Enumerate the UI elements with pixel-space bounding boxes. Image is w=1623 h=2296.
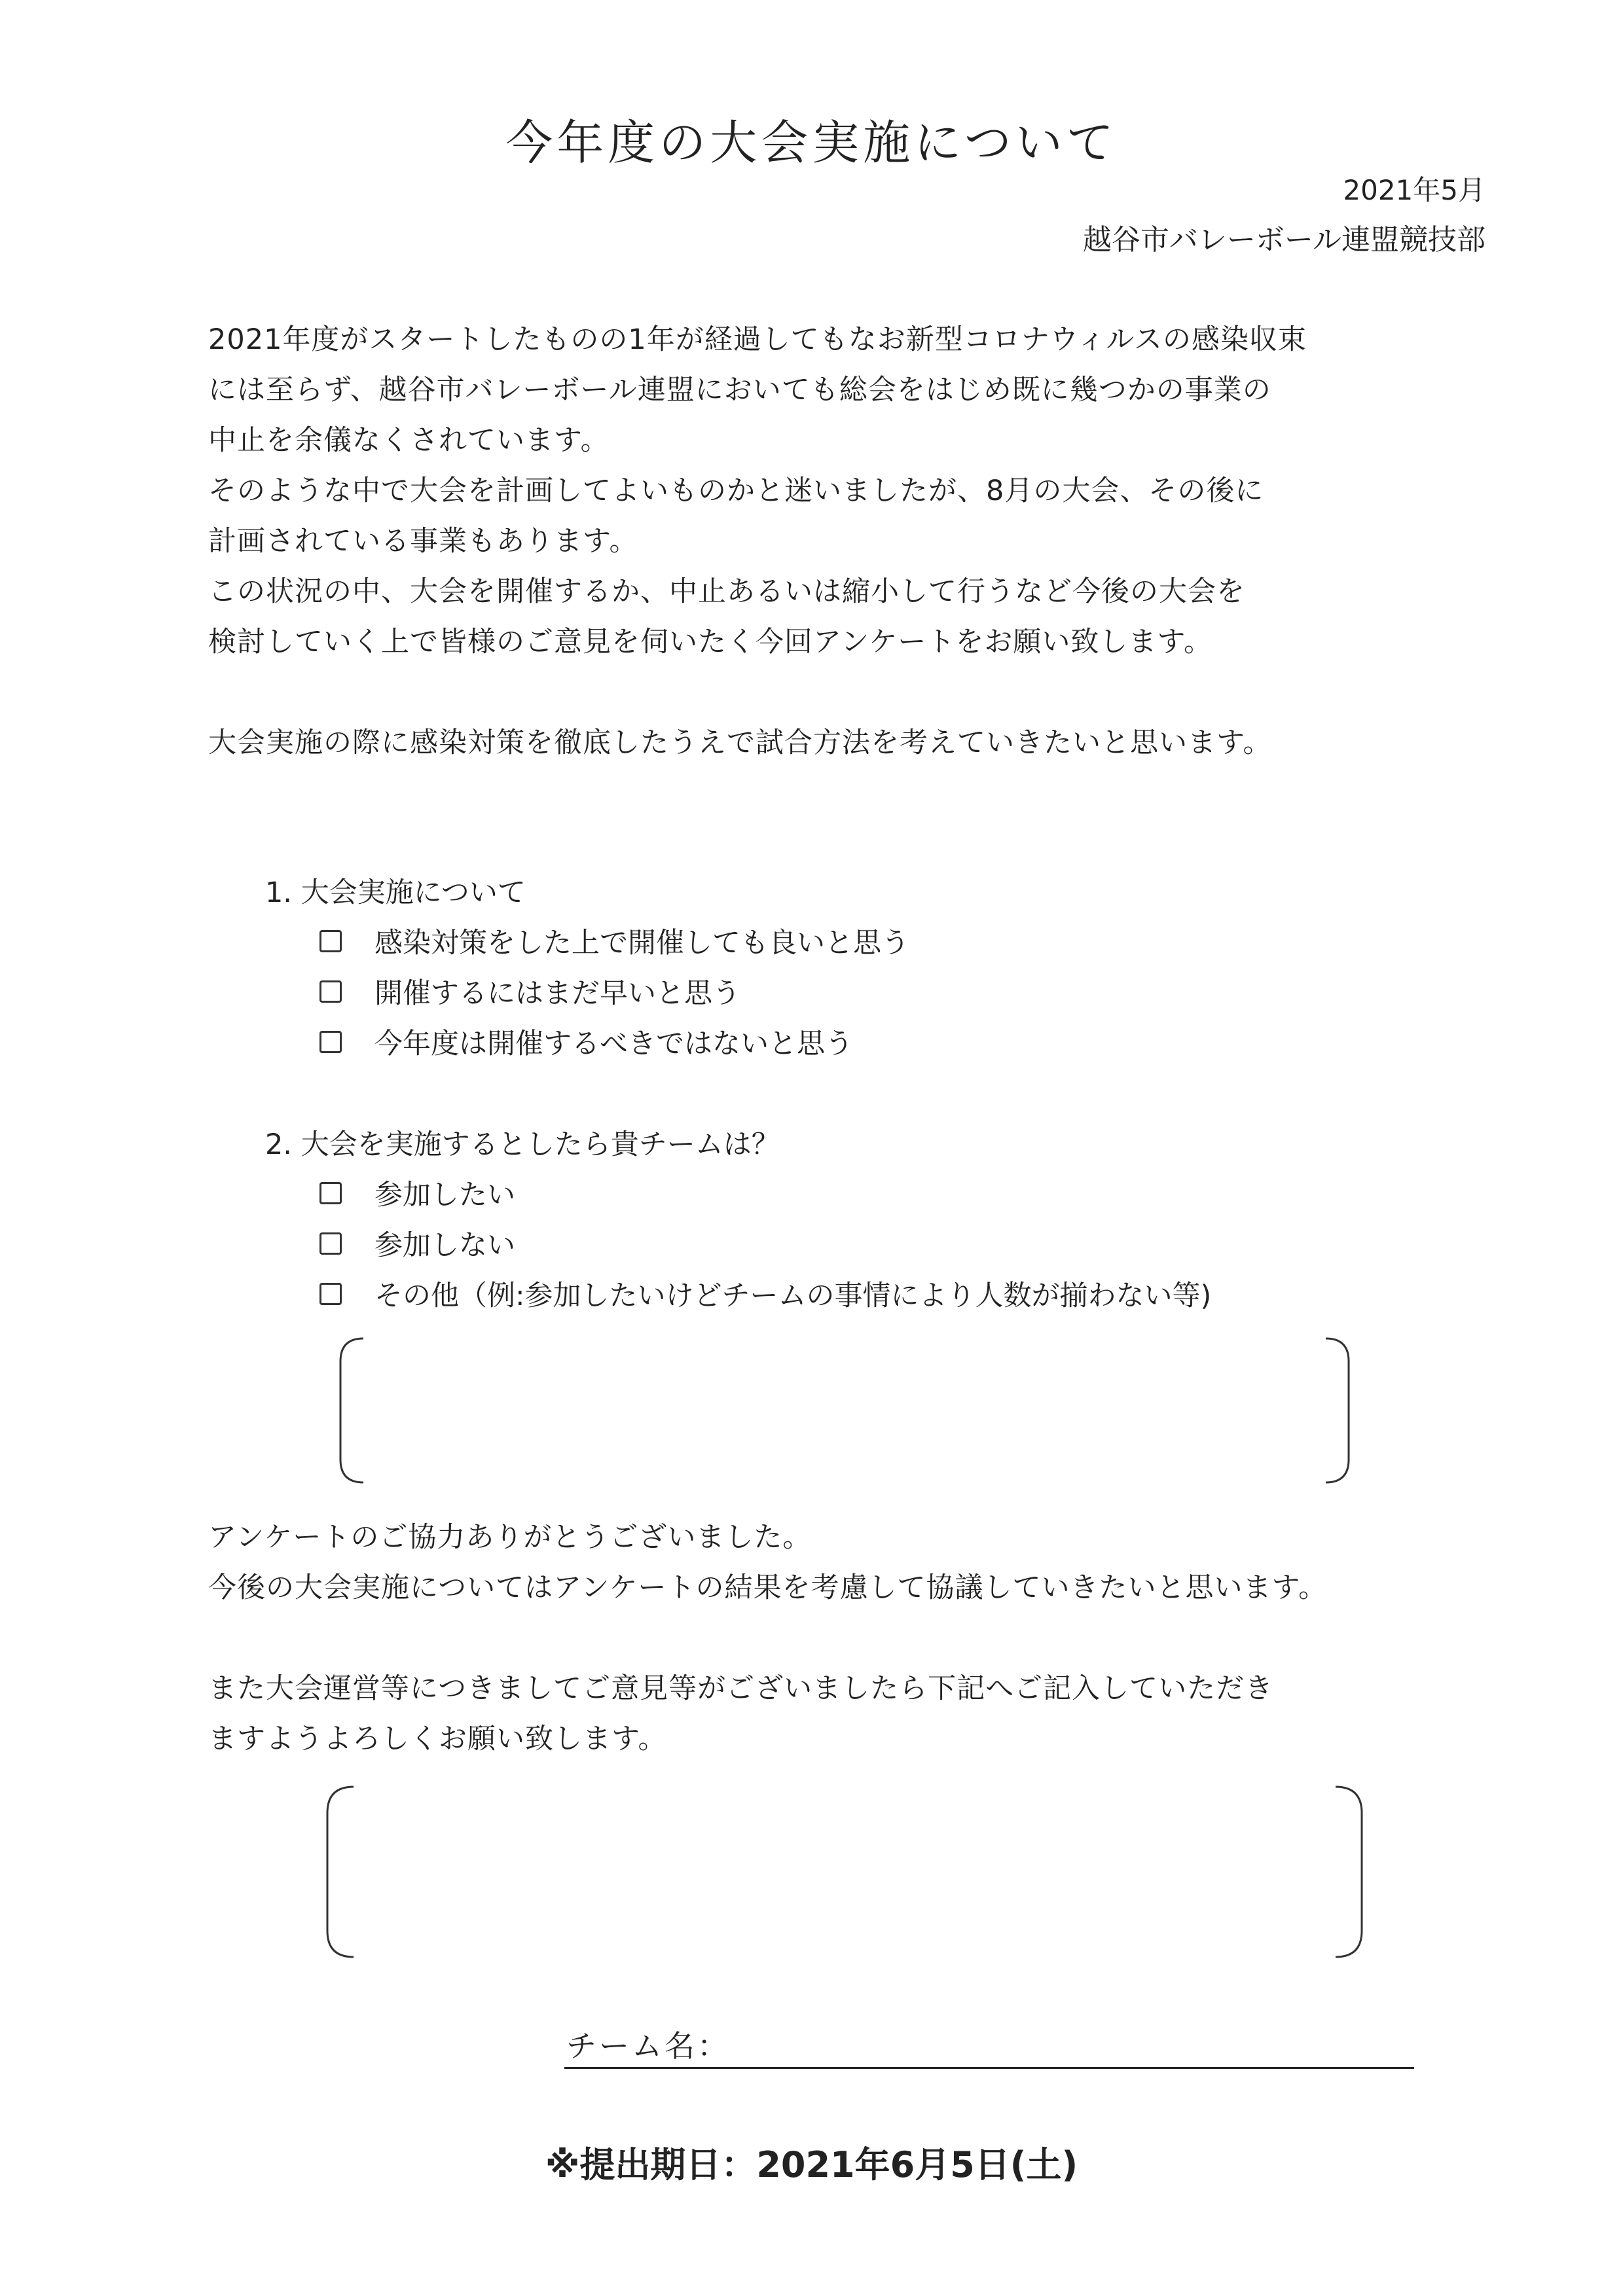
team-name-label: チーム名： <box>566 2028 730 2064</box>
checkbox[interactable] <box>319 1232 342 1255</box>
intro-line: そのような中で大会を計画してよいものかと迷いましたが、8月の大会、その後に <box>208 475 1264 507</box>
option-label: 参加したい <box>374 1179 515 1211</box>
intro-line: 2021年度がスタートしたものの1年が経過してもなお新型コロナウィルスの感染収束 <box>208 323 1307 356</box>
checkbox[interactable] <box>319 1182 342 1204</box>
option-label: 感染対策をした上で開催しても良いと思う <box>374 927 909 960</box>
intro-line: 中止を余儀なくされています。 <box>208 424 610 457</box>
question-1-option[interactable] <box>319 1022 853 1062</box>
intro-line: 検討していく上で皆様のご意見を伺いたく今回アンケートをお願い致します。 <box>208 626 1213 658</box>
checkbox[interactable] <box>319 980 342 1003</box>
intro-note: 大会実施の際に感染対策を徹底したうえで試合方法を考えていきたいと思います。 <box>208 726 1272 759</box>
intro-line: 計画されている事業もあります。 <box>208 525 638 558</box>
issuing-organization: 越谷市バレーボール連盟競技部 <box>1082 223 1486 257</box>
option-label: 今年度は開催するべきではないと思う <box>374 1028 853 1060</box>
checkbox[interactable] <box>319 1031 342 1053</box>
intro-line: この状況の中、大会を開催するか、中止あるいは縮小して行うなど今後の大会を <box>208 575 1245 608</box>
question-1-option[interactable] <box>319 971 740 1011</box>
option-label: 開催するにはまだ早いと思う <box>374 977 740 1010</box>
intro-line: には至らず、越谷市バレーボール連盟においても総会をはじめ既に幾つかの事業の <box>208 374 1271 406</box>
closing-line: 今後の大会実施についてはアンケートの結果を考慮して協議していきたいと思います。 <box>208 1571 1328 1604</box>
submission-deadline: ※提出期日：2021年6月5日(土) <box>545 2144 1078 2185</box>
question-2-option[interactable] <box>319 1274 1211 1314</box>
question-1-heading: 1. 大会実施について <box>265 876 526 909</box>
question-2-option[interactable] <box>319 1173 515 1213</box>
request-line: また大会運営等につきましてご意見等がございましたら下記へご記入していただき <box>208 1672 1274 1705</box>
question-2-option[interactable] <box>319 1223 515 1263</box>
team-name-field[interactable] <box>564 2067 1414 2069</box>
request-line: ますようよろしくお願い致します。 <box>208 1723 667 1755</box>
checkbox[interactable] <box>319 1283 342 1305</box>
question-1-option[interactable] <box>319 921 909 961</box>
option-label: その他（例:参加したいけどチームの事情により人数が揃わない等) <box>374 1280 1212 1312</box>
page-title: 今年度の大会実施について <box>505 115 1118 170</box>
opinion-comment-field[interactable] <box>324 1784 1365 1967</box>
checkbox[interactable] <box>319 930 342 952</box>
closing-line: アンケートのご協力ありがとうございました。 <box>208 1521 812 1554</box>
other-comment-field[interactable] <box>337 1335 1359 1499</box>
question-2-heading: 2. 大会を実施するとしたら貴チームは？ <box>265 1128 780 1161</box>
option-label: 参加しない <box>374 1229 515 1262</box>
issue-date: 2021年5月 <box>1343 174 1486 206</box>
